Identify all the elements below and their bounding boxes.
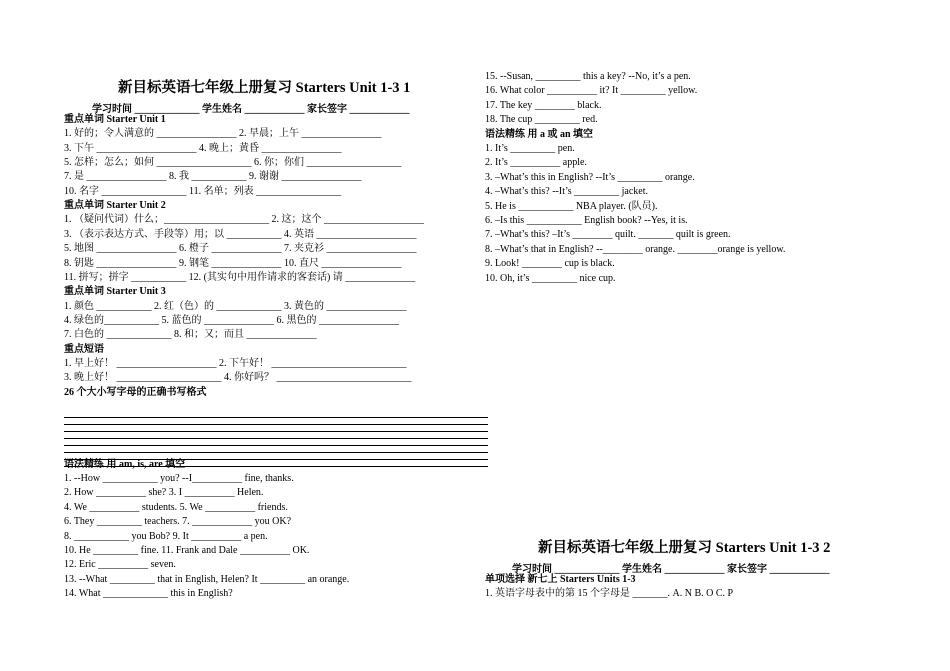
exercise-line: 1. 颜色 ___________ 2. 红（色）的 _____________ 3. 黄色的 ________________	[64, 300, 407, 312]
exercise-line: 1. 早上好！ ____________________ 2. 下午好！ ___________________________	[64, 357, 407, 369]
exercise-line: 12. Eric __________ seven.	[64, 559, 176, 571]
worksheet-2-meta: 学习时间 _____________ 学生姓名 ____________ 家长签字 ____________	[512, 564, 830, 575]
section-heading: 重点单词 Starter Unit 1	[64, 114, 166, 125]
multiple-choice-question-1: 1. 英语字母表中的第 15 个字母是 _______. A. N B. O C. P	[485, 588, 734, 599]
worksheet-1-title: 新目标英语七年级上册复习 Starters Unit 1-3 1	[118, 80, 411, 96]
worksheet-2-title: 新目标英语七年级上册复习 Starters Unit 1-3 2	[538, 540, 831, 556]
exercise-line: 7. 白色的 _____________ 8. 和；又；而且 ______________	[64, 329, 317, 341]
multiple-choice-title: 单项选择 新七上 Starters Units 1-3	[485, 574, 636, 585]
writing-line	[64, 424, 488, 425]
section-heading: 重点短语	[64, 343, 104, 355]
exercise-line: 10. 名字 _________________ 11. 名单；列表 _________________	[64, 185, 342, 197]
writing-line	[64, 445, 488, 446]
exercise-line: 9. Look! ________ cup is black.	[485, 258, 615, 270]
exercise-line: 7. 是 ________________ 8. 我 ___________ 9. 谢谢 ________________	[64, 171, 362, 183]
exercise-line: 10. He _________ fine. 11. Frank and Dale __________ OK.	[64, 545, 310, 556]
section-heading: 重点单词 Starter Unit 3	[64, 286, 166, 298]
section-heading: 语法精练 用 a 或 an 填空	[485, 128, 594, 140]
exercise-line: 3. –What’s this in English? --It’s _________ orange.	[485, 171, 695, 183]
exercise-line: 14. What _____________ this in English?	[64, 588, 233, 600]
writing-line	[64, 438, 488, 439]
exercise-line: 1. It’s _________ pen.	[485, 143, 575, 154]
exercise-line: 2. How __________ she? 3. I __________ Helen.	[64, 487, 264, 499]
writing-line	[64, 452, 488, 453]
exercise-line: 7. –What’s this? –It’s ________ quilt. _______ quilt is green.	[485, 229, 731, 241]
exercise-line: 5. 地图 ________________ 6. 橙子 ______________ 7. 夹克衫 __________________	[64, 243, 417, 255]
exercise-line: 6. They _________ teachers. 7. ____________ you OK?	[64, 516, 292, 528]
exercise-line: 5. He is ___________ NBA player. (队员).	[485, 200, 658, 212]
exercise-line: 1. --How ___________ you? --I__________ fine, thanks.	[64, 473, 294, 484]
exercise-line: 3. 晚上好！ _____________________ 4. 你好吗？ ___________________________	[64, 372, 412, 384]
exercise-line: 5. 怎样；怎么；如何 ___________________ 6. 你；你们 ___________________	[64, 157, 402, 169]
writing-line	[64, 431, 488, 432]
exercise-line: 13. --What _________ that in English, Helen? It _________ an orange.	[64, 573, 350, 585]
writing-line	[64, 417, 488, 418]
exercise-line: 3. （表示表达方式、手段等）用；以 ___________ 4. 英语 ____________________	[64, 228, 417, 240]
exercise-line: 17. The key ________ black.	[485, 99, 602, 111]
exercise-line: 4. –What’s this? --It’s _________ jacket.	[485, 186, 649, 198]
exercise-line: 1. 好的；令人满意的 ________________ 2. 早晨；上午 ________________	[64, 128, 382, 140]
exercise-line: 10. Oh, it’s _________ nice cup.	[485, 272, 616, 284]
exercise-line: 4. We __________ students. 5. We __________ friends.	[64, 501, 288, 513]
exercise-line: 8. ___________ you Bob? 9. It __________ a pen.	[64, 530, 268, 542]
exercise-line: 4. 绿色的___________ 5. 蓝色的 ______________ 6. 黑色的 ________________	[64, 314, 399, 326]
exercise-line: 1. （疑问代词）什么；_____________________ 2. 这；这个 ____________________	[64, 214, 424, 226]
exercise-line: 16. What color __________ it? It _________ yellow.	[485, 85, 698, 97]
section-heading: 26 个大小写字母的正确书写格式	[64, 386, 207, 398]
exercise-line: 2. It’s __________ apple.	[485, 157, 587, 169]
exercise-line: 6. –Is this ___________ English book? --Yes, it is.	[485, 215, 688, 226]
worksheet-1-meta: 学习时间 _____________ 学生姓名 ____________ 家长签字 ____________	[92, 104, 410, 115]
exercise-line: 15. --Susan, _________ this a key? --No, it’s a pen.	[485, 71, 691, 82]
exercise-line: 8. –What’s that in English? --________ orange. ________orange is yellow.	[485, 243, 786, 255]
exercise-line: 18. The cup _________ red.	[485, 114, 598, 126]
grammar-am-is-are-title: 语法精练 用 am, is, are 填空	[64, 459, 186, 470]
section-heading: 重点单词 Starter Unit 2	[64, 200, 166, 212]
exercise-line: 11. 拼写；拼字 ___________ 12. (其实句中用作请求的客套话) 请 ______________	[64, 271, 416, 283]
exercise-line: 3. 下午 ____________________ 4. 晚上；黄昏 ________________	[64, 142, 342, 154]
exercise-line: 8. 钥匙 ________________ 9. 钢笔 ______________ 10. 直尺 ________________	[64, 257, 402, 269]
